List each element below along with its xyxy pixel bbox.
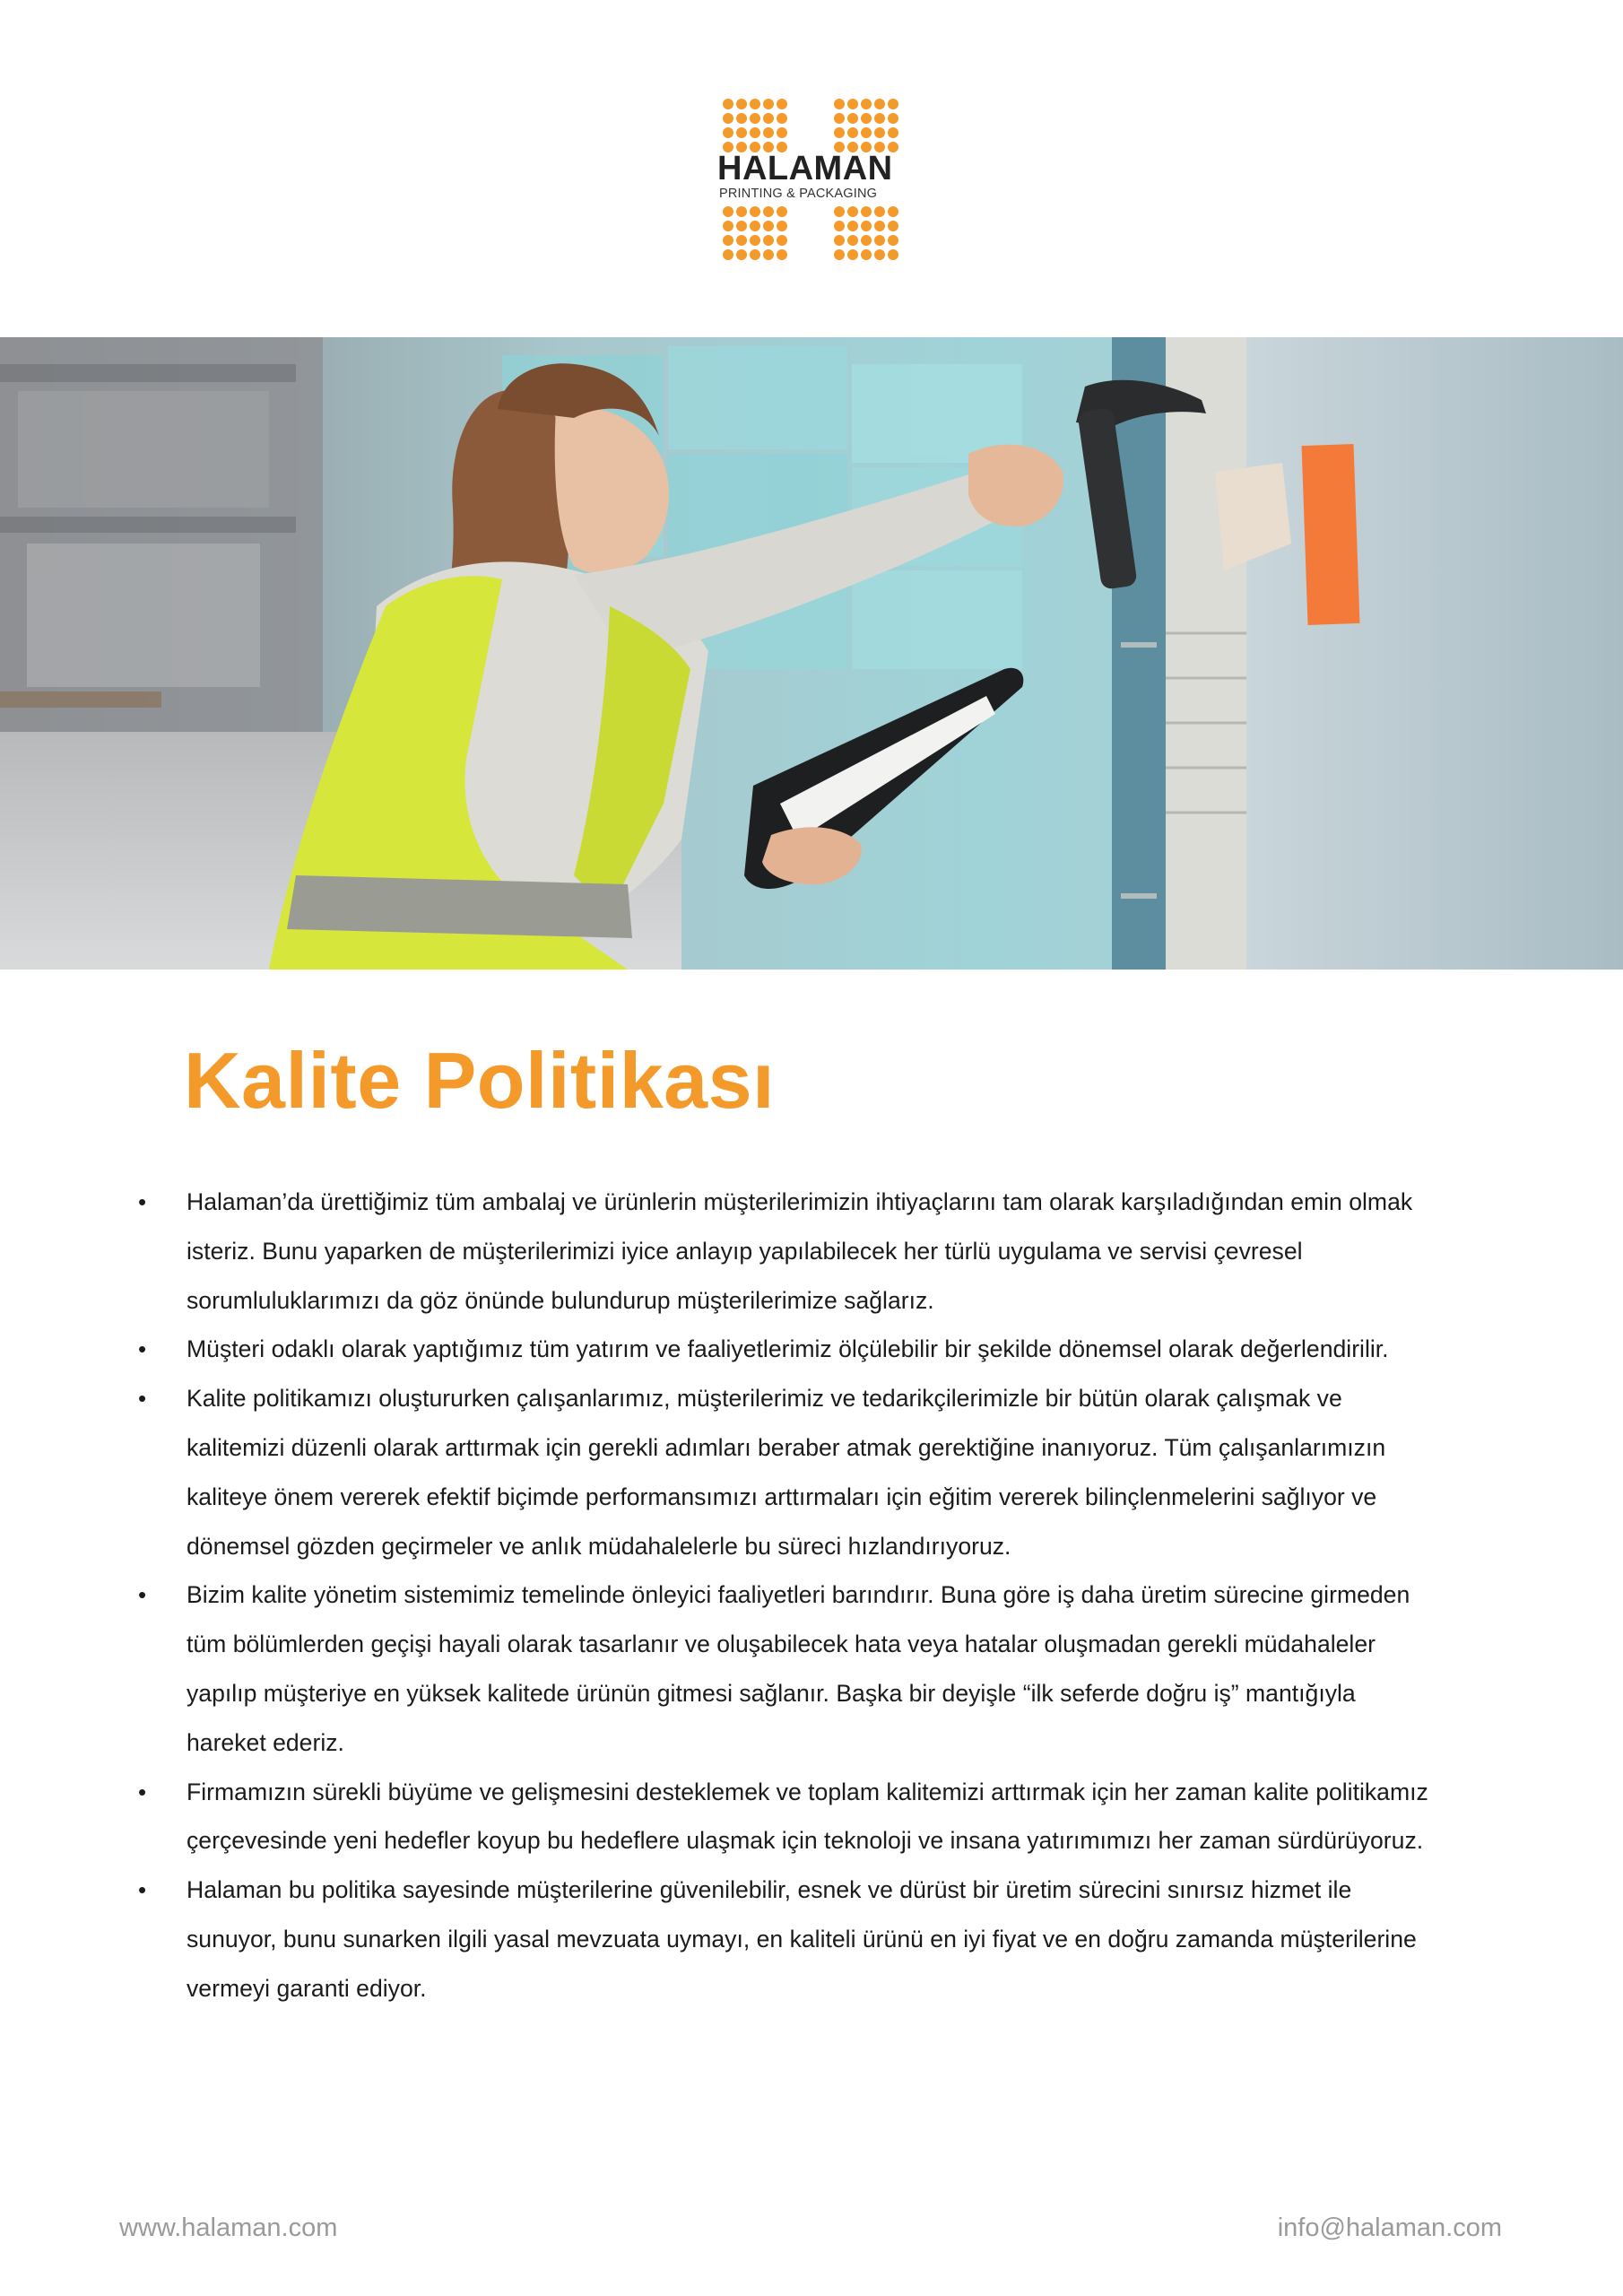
logo-dot xyxy=(888,235,898,246)
logo-dot xyxy=(723,99,733,109)
logo-dot xyxy=(834,206,845,217)
list-item-text: Firmamızın sürekli büyüme ve gelişmesini desteklemek ve toplam kalitemizi arttırmak için her zaman kalite politikamız çerçevesinde yeni hedefler koyup bu hedeflere ulaşmak için teknoloji ve insana yatırımımızı her zaman sürdürüyoruz. xyxy=(187,1778,1428,1855)
list-item xyxy=(135,1570,1435,1767)
logo-dot xyxy=(736,99,747,109)
logo-dot xyxy=(847,113,858,124)
logo-dot xyxy=(750,113,760,124)
logo-dot xyxy=(874,127,885,138)
logo-dot xyxy=(750,235,760,246)
logo-dot xyxy=(874,221,885,231)
bullet-icon: • xyxy=(138,1876,147,1904)
logo-dot xyxy=(777,127,787,138)
logo-dot xyxy=(750,221,760,231)
logo-dot xyxy=(763,113,774,124)
logo-dot xyxy=(834,99,845,109)
warehouse-worker-illustration xyxy=(0,337,1623,970)
logo-dot xyxy=(736,113,747,124)
logo-dot xyxy=(888,206,898,217)
hero-image xyxy=(0,337,1623,970)
logo-dot xyxy=(736,206,747,217)
logo-dot xyxy=(888,113,898,124)
logo-dot xyxy=(874,249,885,260)
logo-dot xyxy=(874,206,885,217)
logo-dot xyxy=(834,221,845,231)
logo-dot xyxy=(723,221,733,231)
logo-dot xyxy=(736,249,747,260)
logo-dot xyxy=(763,127,774,138)
logo-dot xyxy=(763,249,774,260)
logo-dot xyxy=(888,99,898,109)
logo-dot xyxy=(847,127,858,138)
logo-dot xyxy=(847,99,858,109)
logo-tagline: PRINTING & PACKAGING xyxy=(719,187,878,201)
logo-dot xyxy=(763,221,774,231)
list-item xyxy=(135,1768,1435,1866)
logo-dot xyxy=(723,113,733,124)
list-item-text: Müşteri odaklı olarak yaptığımız tüm yatırım ve faaliyetlerimiz ölçülebilir bir şekilde dönemsel olarak değerlendirilir. xyxy=(187,1335,1389,1363)
logo-dot xyxy=(874,113,885,124)
logo-dot xyxy=(750,249,760,260)
bullet-icon: • xyxy=(138,1385,147,1413)
logo-dot xyxy=(736,221,747,231)
logo-dot xyxy=(847,206,858,217)
logo-dot xyxy=(888,127,898,138)
logo-dot xyxy=(888,249,898,260)
logo-dots-bottom-right xyxy=(834,206,898,260)
logo-dot xyxy=(861,221,872,231)
logo-dot xyxy=(763,206,774,217)
halaman-logo xyxy=(717,97,906,262)
logo-dot xyxy=(834,235,845,246)
logo-dot xyxy=(874,99,885,109)
logo-dot xyxy=(736,235,747,246)
logo-dot xyxy=(750,206,760,217)
list-item-text: Kalite politikamızı oluştururken çalışanlarımız, müşterilerimiz ve tedarikçilerimizle bir bütün olarak çalışmak ve kalitemizi düzenli olarak arttırmak için gerekli adımları beraber atmak gerektiğine inanıyoruz. Tüm çalışanlarımızın kaliteye önem vererek efektif biçimde performansımızı arttırmaları için eğitim vererek bilinçlenmelerini sağlıyor ve dönemsel gözden geçirmeler ve anlık müdahalelerle bu süreci hızlandırıyoruz. xyxy=(187,1385,1386,1560)
logo-dots-top-right xyxy=(834,99,898,152)
footer-email-link[interactable]: info@halaman.com xyxy=(1277,2213,1502,2242)
list-item-text: Halaman’da ürettiğimiz tüm ambalaj ve ürünlerin müşterilerimizin ihtiyaçlarını tam olarak karşıladığından emin olmak isteriz. Bunu yaparken de müşterilerimizi iyice anlayıp yapılabilecek her türlü uygulama ve servisi çevresel sorumluluklarımızı da göz önünde bulundurup müşterilerimize sağlarız. xyxy=(187,1188,1413,1314)
list-item xyxy=(135,1178,1435,1325)
logo-dot xyxy=(847,235,858,246)
bullet-icon: • xyxy=(138,1188,147,1215)
logo-dot xyxy=(874,235,885,246)
logo-dot xyxy=(750,99,760,109)
logo-dot xyxy=(777,249,787,260)
logo-dot xyxy=(763,99,774,109)
logo-dots-top-left xyxy=(723,99,787,152)
logo-dot xyxy=(847,249,858,260)
logo-dot xyxy=(861,206,872,217)
logo-dot xyxy=(777,206,787,217)
logo-dot xyxy=(888,221,898,231)
logo-dots-bottom-left xyxy=(723,206,787,260)
logo-dot xyxy=(723,249,733,260)
list-item xyxy=(135,1374,1435,1570)
bullet-icon: • xyxy=(138,1581,147,1609)
logo-dot xyxy=(777,221,787,231)
list-item xyxy=(135,1866,1435,2013)
bullet-icon: • xyxy=(138,1778,147,1805)
logo-dot xyxy=(763,235,774,246)
page-title: Kalite Politikası xyxy=(184,1036,775,1125)
logo-dot xyxy=(847,221,858,231)
quality-policy-list xyxy=(135,1178,1435,2013)
bullet-icon: • xyxy=(138,1335,147,1363)
logo-dot xyxy=(723,235,733,246)
logo-dot xyxy=(777,99,787,109)
list-item-text: Halaman bu politika sayesinde müşterilerine güvenilebilir, esnek ve dürüst bir üretim sürecini sınırsız hizmet ile sunuyor, bunu sunarken ilgili yasal mevzuata uymayı, en kaliteli ürünü en iyi fiyat ve en doğru zamanda müşterilerine vermeyi garanti ediyor. xyxy=(187,1876,1417,2002)
logo-dot xyxy=(777,113,787,124)
logo-dot xyxy=(861,99,872,109)
logo-name: HALAMAN xyxy=(717,150,893,187)
logo-dot xyxy=(834,127,845,138)
logo-dot xyxy=(723,127,733,138)
logo-dot xyxy=(861,249,872,260)
logo-dot xyxy=(736,127,747,138)
footer-website-link[interactable]: www.halaman.com xyxy=(119,2213,338,2242)
logo-dot xyxy=(723,206,733,217)
logo-dot xyxy=(777,235,787,246)
logo-dot xyxy=(750,127,760,138)
list-item xyxy=(135,1325,1435,1374)
logo-dot xyxy=(834,249,845,260)
logo-dot xyxy=(861,127,872,138)
list-item-text: Bizim kalite yönetim sistemimiz temelinde önleyici faaliyetleri barındırır. Buna göre iş daha üretim sürecine girmeden tüm bölümlerden geçişi hayali olarak tasarlanır ve oluşabilecek hata veya hatalar oluşmadan gerekli müdahaleler yapılıp müşteriye en yüksek kalitede ürünün gitmesi sağlanır. Başka bir deyişle “ilk seferde doğru iş” mantığıyla hareket ederiz. xyxy=(187,1581,1410,1756)
logo-dot xyxy=(834,113,845,124)
logo-dot xyxy=(861,235,872,246)
logo-dot xyxy=(861,113,872,124)
